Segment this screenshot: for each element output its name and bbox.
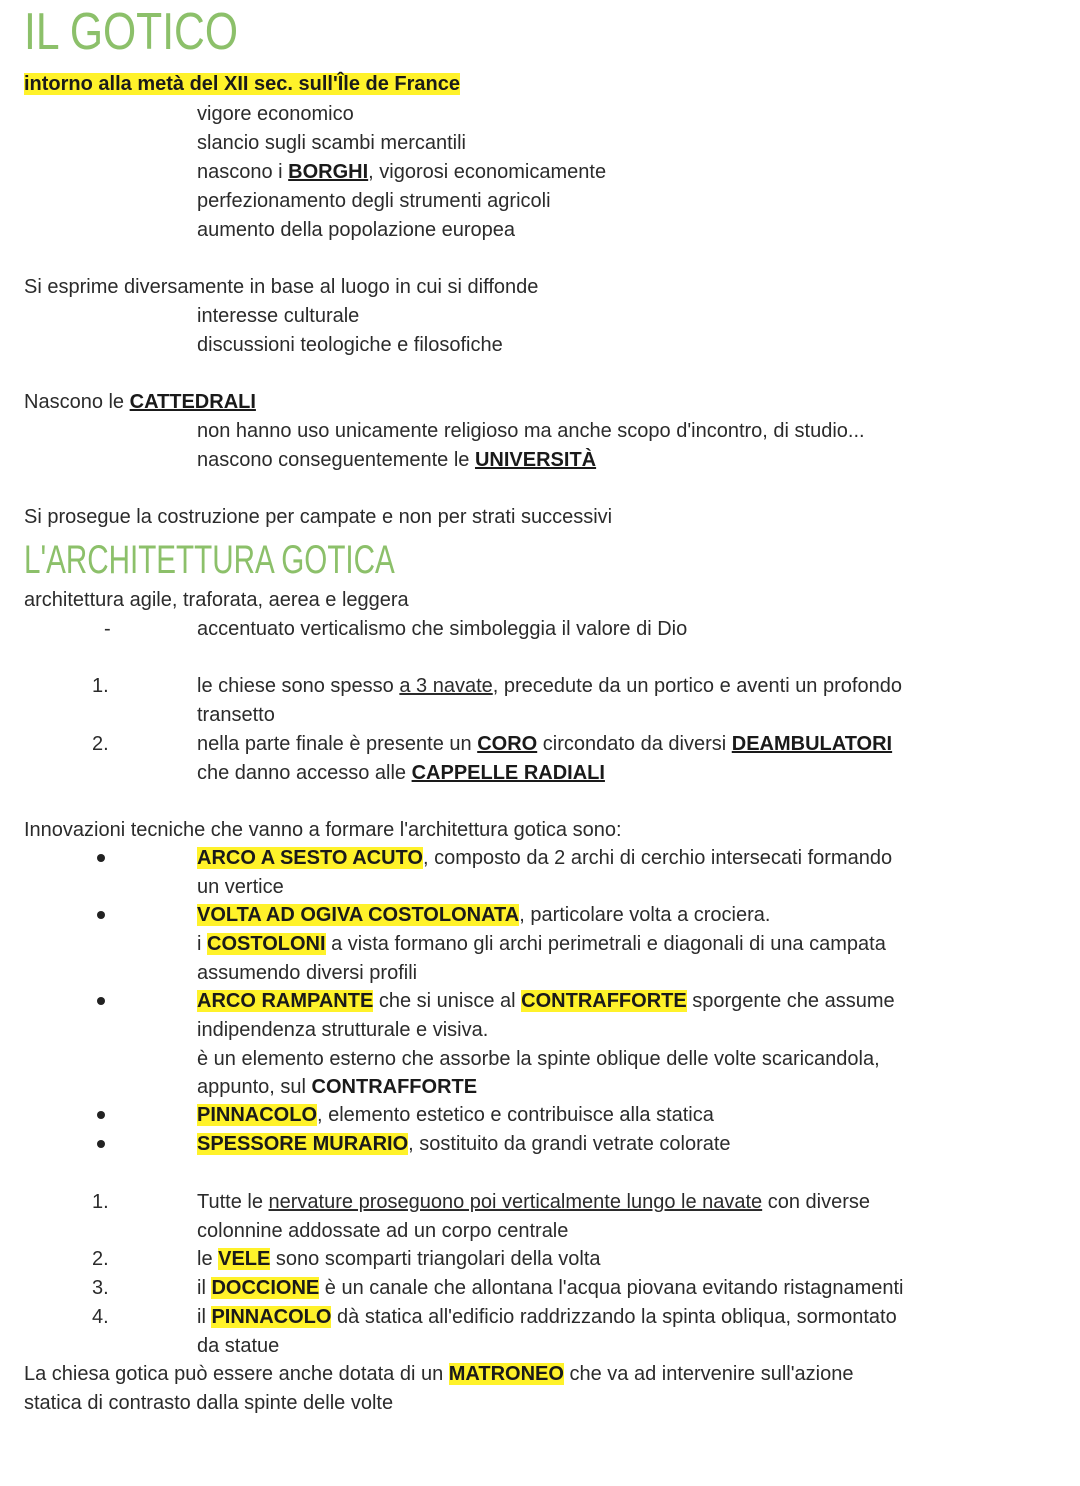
paragraph: statica di contrasto dalla spinte delle volte: [24, 1392, 394, 1414]
list-item: aumento della popolazione europea: [197, 219, 516, 241]
text-span: dà statica all'edificio raddrizzando la spinta obliqua, sormontato: [331, 1306, 897, 1328]
paragraph: Si prosegue la costruzione per campate e non per strati successivi: [24, 506, 613, 528]
text-span: La chiesa gotica può essere anche dotata di un: [24, 1363, 449, 1385]
list-item: non hanno uso unicamente religioso ma anche scopo d'incontro, di studio...: [197, 420, 865, 442]
highlight-term: SPESSORE MURARIO: [197, 1133, 409, 1155]
list-item-continuation: è un elemento esterno che assorbe la spinte oblique delle volte scaricandola,: [197, 1048, 880, 1070]
bullet: [97, 1140, 105, 1148]
list-item: [197, 1103, 714, 1127]
paragraph: architettura agile, traforata, aerea e leggera: [24, 589, 409, 611]
bullet: [97, 997, 105, 1005]
list-item: perfezionamento degli strumenti agricoli: [197, 190, 551, 212]
cappelle-term: CAPPELLE RADIALI: [411, 762, 605, 784]
list-number: 4.: [92, 1306, 109, 1328]
text-span: , elemento estetico e contribuisce alla statica: [317, 1104, 714, 1126]
text-span: sono scomparti triangolari della volta: [270, 1248, 601, 1270]
bullet: [97, 854, 105, 862]
text-span: che danno accesso alle: [197, 762, 412, 784]
list-item: discussioni teologiche e filosofiche: [197, 334, 503, 356]
bold-term: CONTRAFFORTE: [311, 1076, 478, 1098]
text-span: nella parte finale è presente un: [197, 733, 478, 755]
underlined-text: nervature proseguono poi verticalmente lungo le navate: [268, 1191, 763, 1213]
highlight-term: COSTOLONI: [207, 933, 326, 955]
list-number: 2.: [92, 733, 109, 755]
list-item: [197, 846, 892, 870]
highlight-term: ARCO A SESTO ACUTO: [197, 847, 423, 869]
intro-line: [24, 72, 460, 96]
list-item: [197, 1247, 601, 1271]
highlight-term: CONTRAFFORTE: [521, 990, 687, 1012]
text-span: , particolare volta a crociera.: [519, 904, 771, 926]
text-span: appunto, sul: [197, 1076, 312, 1098]
text-span: , sostituito da grandi vetrate colorate: [408, 1133, 731, 1155]
list-item-continuation: assumendo diversi profili: [197, 962, 418, 984]
borghi-term: BORGHI: [288, 161, 369, 183]
list-item: [197, 674, 902, 698]
section-title: L'ARCHITETTURA GOTICA: [24, 538, 395, 582]
paragraph: Innovazioni tecniche che vanno a formare l'architettura gotica sono:: [24, 819, 622, 841]
highlight-term: MATRONEO: [448, 1363, 564, 1385]
text-span: Tutte le: [197, 1191, 269, 1213]
universita-term: UNIVERSITÀ: [474, 449, 597, 471]
text-span: i: [197, 933, 207, 955]
highlight-term: VELE: [218, 1248, 271, 1270]
cattedrali-term: CATTEDRALI: [129, 391, 256, 413]
list-item: [197, 160, 606, 184]
text-span: le: [197, 1248, 219, 1270]
list-item-continuation: [197, 1075, 477, 1099]
page-title: IL GOTICO: [24, 3, 239, 61]
list-item: [197, 1305, 897, 1329]
highlight-term: PINNACOLO: [197, 1104, 317, 1126]
text-span: Nascono le: [24, 391, 130, 413]
list-number: 1.: [92, 675, 109, 697]
deambulatori-term: DEAMBULATORI: [731, 733, 893, 755]
list-item: [197, 448, 596, 472]
text-span: il: [197, 1306, 212, 1328]
coro-term: CORO: [477, 733, 538, 755]
list-number: 3.: [92, 1277, 109, 1299]
list-item: interesse culturale: [197, 305, 360, 327]
list-item: [197, 1132, 731, 1156]
intro-highlight: intorno alla metà del XII sec. sull'Île de France: [24, 73, 461, 95]
list-item: [197, 1276, 903, 1300]
list-number: 1.: [92, 1191, 109, 1213]
text-span: , composto da 2 archi di cerchio intersecati formando: [422, 847, 893, 869]
highlight-term: ARCO RAMPANTE: [197, 990, 374, 1012]
list-item-continuation: [197, 761, 605, 785]
text-span: il: [197, 1277, 212, 1299]
bullet: [97, 911, 105, 919]
text-span: a vista formano gli archi perimetrali e diagonali di una campata: [325, 933, 886, 955]
text-span: , vigorosi economicamente: [368, 161, 607, 183]
paragraph: [24, 1362, 853, 1386]
text-span: con diverse: [762, 1191, 871, 1213]
list-number: 2.: [92, 1248, 109, 1270]
list-item: slancio sugli scambi mercantili: [197, 132, 466, 154]
list-item-continuation: transetto: [197, 704, 275, 726]
list-item: accentuato verticalismo che simboleggia il valore di Dio: [197, 618, 688, 640]
list-item-continuation: [197, 932, 886, 956]
text-span: , precedute da un portico e aventi un profondo: [492, 675, 902, 697]
text-span: circondato da diversi: [537, 733, 732, 755]
list-item: [197, 1190, 870, 1214]
list-item: [197, 903, 770, 927]
list-item-continuation: indipendenza strutturale e visiva.: [197, 1019, 489, 1041]
list-item: vigore economico: [197, 103, 354, 125]
text-span: che va ad intervenire sull'azione: [563, 1363, 854, 1385]
list-item-continuation: colonnine addossate ad un corpo centrale: [197, 1220, 569, 1242]
highlight-term: DOCCIONE: [211, 1277, 320, 1299]
paragraph: [24, 390, 256, 414]
text-span: che si unisce al: [373, 990, 522, 1012]
text-span: nascono conseguentemente le: [197, 449, 475, 471]
list-item-continuation: un vertice: [197, 876, 284, 898]
text-span: sporgente che assume: [686, 990, 895, 1012]
highlight-term: PINNACOLO: [211, 1306, 332, 1328]
paragraph: Si esprime diversamente in base al luogo in cui si diffonde: [24, 276, 539, 298]
list-item-continuation: da statue: [197, 1335, 280, 1357]
list-item: [197, 732, 892, 756]
underlined-text: a 3 navate: [399, 675, 493, 697]
text-span: è un canale che allontana l'acqua piovana evitando ristagnamenti: [319, 1277, 904, 1299]
text-span: nascono i: [197, 161, 289, 183]
bullet: [97, 1111, 105, 1119]
list-item: [197, 989, 895, 1013]
text-span: le chiese sono spesso: [197, 675, 400, 697]
highlight-term: VOLTA AD OGIVA COSTOLONATA: [197, 904, 520, 926]
dash-marker: -: [104, 618, 111, 640]
